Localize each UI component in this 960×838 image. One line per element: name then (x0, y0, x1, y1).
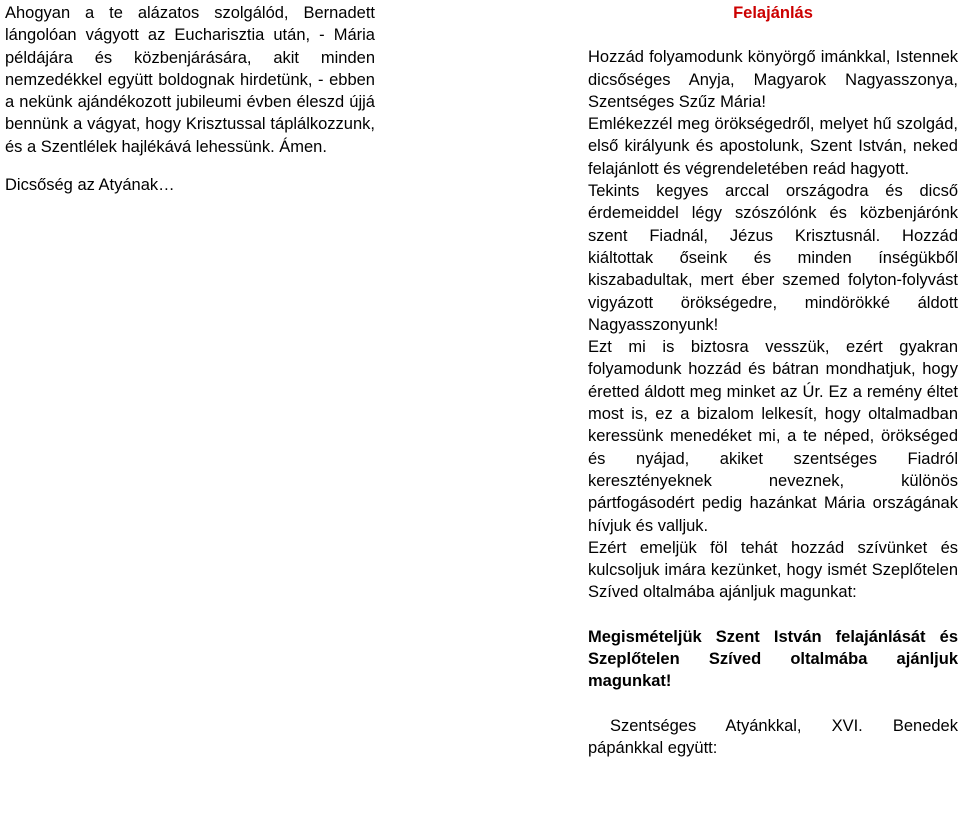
prayer-text: Ahogyan a te alázatos szolgálód, Bernadett lángolóan vágyott az Eucharisztia után, - Mária példájára és közbenjárására, akit minden nemzedékkel együtt boldognak hirdetünk, - ebben a nekünk ajándékozott jubileumi évben éleszd újjá bennünk a vágyat, hogy Krisztussal táplálkozzunk, és a Szentlélek hajlékává lehessünk. Ámen. (5, 4, 375, 156)
offering-paragraph-4: Ezt mi is biztosra vesszük, ezért gyakran folyamodunk hozzád és bátran mondhatjuk, hogy éretted áldott meg minket az Úr. Ez a remény éltet most is, ez a bizalom lelkesít, hogy oltalmadban keressünk menedéket mi, a te néped, örökséged és nyájad, akiket szentséges Fiadról keresztényeknek neveznek, különös pártfogásodért pedig hazánkat Mária országának hívjuk és valljuk. (588, 338, 958, 535)
offering-bold-paragraph: Megismételjük Szent István felajánlását és Szeplőtelen Szíved oltalmába ajánljuk magunkat! (588, 627, 958, 691)
offering-paragraph-5: Ezért emeljük föl tehát hozzád szívünket és kulcsoljuk imára kezünket, hogy ismét Szeplőtelen Szíved oltalmába ajánljuk magunkat: (588, 538, 958, 602)
glory-be-invocation: Dicsőség az Atyának… (5, 176, 175, 195)
left-column (5, 2, 375, 196)
offering-closing: Szentséges Atyánkkal, XVI. Benedek pápánkkal együtt: (588, 716, 958, 757)
offering-title: Felajánlás (733, 4, 813, 22)
offering-paragraph-1: Hozzád folyamodunk könyörgő imánkkal, Istennek dicsőséges Anyja, Magyarok Nagyasszonya, Szentséges Szűz Mária! (588, 48, 958, 111)
offering-paragraph-3: Tekints kegyes arccal országodra és dicső érdemeiddel légy szószólónk és közbenjárónk szent Fiadnál, Jézus Krisztusnál. Hozzád kiáltottak őseink és minden ínségükből kiszabadultak, mert éber szemed folyton-folyvást vigyázott örökségedre, mindörökké áldott Nagyasszonyunk! (588, 182, 958, 334)
offering-paragraph-2: Emlékezzél meg örökségedről, melyet hű szolgád, első királyunk és apostolunk, Szent István, neked felajánlott és végrendeletében reád hagyott. (588, 115, 958, 178)
right-column (588, 2, 958, 759)
